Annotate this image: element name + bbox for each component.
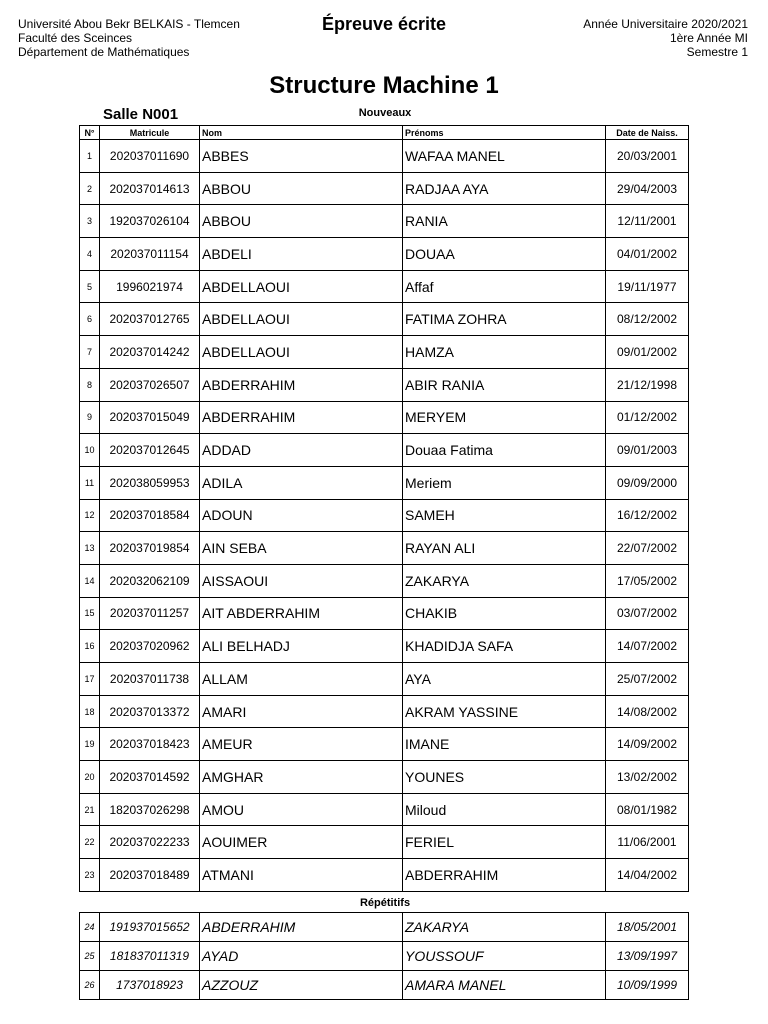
table-row — [80, 728, 689, 761]
table-row — [80, 401, 689, 434]
matricule-cell: 202037018423 — [100, 728, 200, 761]
table-row — [80, 434, 689, 467]
prenom-cell: SAMEH — [403, 499, 606, 532]
nom-cell: ABDELLAOUI — [200, 336, 403, 369]
birthdate-cell: 19/11/1977 — [606, 270, 689, 303]
birthdate-cell: 11/06/2001 — [606, 826, 689, 859]
matricule-cell: 202038059953 — [100, 466, 200, 499]
matricule-cell: 202037015049 — [100, 401, 200, 434]
nom-cell: ABDELI — [200, 238, 403, 271]
prenom-cell: Meriem — [403, 466, 606, 499]
birthdate-cell: 22/07/2002 — [606, 532, 689, 565]
matricule-cell: 202037011154 — [100, 238, 200, 271]
nom-cell: AMOU — [200, 793, 403, 826]
matricule-cell: 202037022233 — [100, 826, 200, 859]
matricule-cell: 202037018489 — [100, 859, 200, 892]
birthdate-cell: 13/02/2002 — [606, 761, 689, 794]
row-number: 14 — [80, 564, 100, 597]
matricule-cell: 202037020962 — [100, 630, 200, 663]
prenom-cell: AMARA MANEL — [403, 971, 606, 1000]
matricule-cell: 192037026104 — [100, 205, 200, 238]
matricule-cell: 202037011738 — [100, 663, 200, 696]
prenom-cell: DOUAA — [403, 238, 606, 271]
prenom-cell: HAMZA — [403, 336, 606, 369]
table-row — [80, 663, 689, 696]
prenom-cell: AKRAM YASSINE — [403, 695, 606, 728]
nom-cell: ABBES — [200, 140, 403, 173]
table-row — [80, 368, 689, 401]
section-label-new: Nouveaux — [358, 107, 412, 119]
university-name: Université Abou Bekr BELKAIS - Tlemcen — [18, 17, 240, 31]
nom-cell: ADOUN — [200, 499, 403, 532]
birthdate-cell: 01/12/2002 — [606, 401, 689, 434]
row-number: 1 — [80, 140, 100, 173]
row-number: 19 — [80, 728, 100, 761]
birthdate-cell: 08/01/1982 — [606, 793, 689, 826]
matricule-cell: 1737018923 — [100, 971, 200, 1000]
department-name: Département de Mathématiques — [18, 45, 190, 59]
nom-cell: ABDERRAHIM — [200, 913, 403, 942]
course-title: Structure Machine 1 — [269, 72, 499, 99]
birthdate-cell: 20/03/2001 — [606, 140, 689, 173]
row-number: 8 — [80, 368, 100, 401]
row-number: 13 — [80, 532, 100, 565]
col-header-date: Date de Naiss. — [606, 126, 689, 140]
row-number: 12 — [80, 499, 100, 532]
session-block — [583, 17, 748, 59]
table-row — [80, 761, 689, 794]
birthdate-cell: 25/07/2002 — [606, 663, 689, 696]
col-header-num: N° — [80, 126, 100, 140]
faculty-name: Faculté des Sceinces — [18, 31, 133, 45]
col-header-prenoms: Prénoms — [403, 126, 606, 140]
birthdate-cell: 17/05/2002 — [606, 564, 689, 597]
matricule-cell: 182037026298 — [100, 793, 200, 826]
nom-cell: AYAD — [200, 942, 403, 971]
table-row — [80, 695, 689, 728]
study-level: 1ère Année MI — [669, 31, 748, 45]
prenom-cell: MERYEM — [403, 401, 606, 434]
row-number: 4 — [80, 238, 100, 271]
prenom-cell: Affaf — [403, 270, 606, 303]
matricule-cell: 202037018584 — [100, 499, 200, 532]
nom-cell: ALI BELHADJ — [200, 630, 403, 663]
prenom-cell: Miloud — [403, 793, 606, 826]
nom-cell: ABDERRAHIM — [200, 368, 403, 401]
prenom-cell: FERIEL — [403, 826, 606, 859]
nom-cell: AMEUR — [200, 728, 403, 761]
row-number: 25 — [80, 942, 100, 971]
matricule-cell: 191937015652 — [100, 913, 200, 942]
nom-cell: ABDERRAHIM — [200, 401, 403, 434]
prenom-cell: WAFAA MANEL — [403, 140, 606, 173]
matricule-cell: 202037014592 — [100, 761, 200, 794]
matricule-cell: 202037013372 — [100, 695, 200, 728]
prenom-cell: RANIA — [403, 205, 606, 238]
prenom-cell: ABIR RANIA — [403, 368, 606, 401]
prenom-cell: KHADIDJA SAFA — [403, 630, 606, 663]
birthdate-cell: 14/04/2002 — [606, 859, 689, 892]
table-row — [80, 971, 689, 1000]
table-row — [80, 140, 689, 173]
col-header-nom: Nom — [200, 126, 403, 140]
table-row — [80, 532, 689, 565]
table-row — [80, 859, 689, 892]
table-row — [80, 913, 689, 942]
row-number: 15 — [80, 597, 100, 630]
nom-cell: AOUIMER — [200, 826, 403, 859]
table-row — [80, 303, 689, 336]
table-row — [80, 172, 689, 205]
nom-cell: AMARI — [200, 695, 403, 728]
row-number: 24 — [80, 913, 100, 942]
table-row — [80, 630, 689, 663]
birthdate-cell: 08/12/2002 — [606, 303, 689, 336]
row-number: 21 — [80, 793, 100, 826]
nom-cell: AISSAOUI — [200, 564, 403, 597]
prenom-cell: AYA — [403, 663, 606, 696]
prenom-cell: ZAKARYA — [403, 913, 606, 942]
matricule-cell: 202037026507 — [100, 368, 200, 401]
nom-cell: ADILA — [200, 466, 403, 499]
birthdate-cell: 12/11/2001 — [606, 205, 689, 238]
row-number: 7 — [80, 336, 100, 369]
birthdate-cell: 10/09/1999 — [606, 971, 689, 1000]
row-number: 18 — [80, 695, 100, 728]
table-row — [80, 336, 689, 369]
matricule-cell: 202037014242 — [100, 336, 200, 369]
new-students-table — [79, 125, 689, 892]
prenom-cell: ZAKARYA — [403, 564, 606, 597]
row-number: 20 — [80, 761, 100, 794]
col-header-matricule: Matricule — [100, 126, 200, 140]
row-number: 22 — [80, 826, 100, 859]
room-label: Salle N001 — [103, 106, 179, 123]
nom-cell: AMGHAR — [200, 761, 403, 794]
table-row — [80, 793, 689, 826]
section-label-repeat: Répétitifs — [359, 897, 411, 909]
semester: Semestre 1 — [686, 45, 748, 59]
row-number: 16 — [80, 630, 100, 663]
birthdate-cell: 04/01/2002 — [606, 238, 689, 271]
table-row — [80, 564, 689, 597]
birthdate-cell: 18/05/2001 — [606, 913, 689, 942]
birthdate-cell: 09/09/2000 — [606, 466, 689, 499]
birthdate-cell: 14/07/2002 — [606, 630, 689, 663]
prenom-cell: YOUNES — [403, 761, 606, 794]
table-row — [80, 942, 689, 971]
table-row — [80, 205, 689, 238]
prenom-cell: RADJAA AYA — [403, 172, 606, 205]
nom-cell: ATMANI — [200, 859, 403, 892]
birthdate-cell: 16/12/2002 — [606, 499, 689, 532]
table-row — [80, 270, 689, 303]
row-number: 5 — [80, 270, 100, 303]
academic-year: Année Universitaire 2020/2021 — [583, 17, 748, 31]
matricule-cell: 181837011319 — [100, 942, 200, 971]
row-number: 2 — [80, 172, 100, 205]
nom-cell: AIN SEBA — [200, 532, 403, 565]
table-header-row — [80, 126, 689, 140]
nom-cell: ABDELLAOUI — [200, 303, 403, 336]
birthdate-cell: 09/01/2002 — [606, 336, 689, 369]
birthdate-cell: 13/09/1997 — [606, 942, 689, 971]
matricule-cell: 202037014613 — [100, 172, 200, 205]
table-row — [80, 238, 689, 271]
table-row — [80, 826, 689, 859]
row-number: 6 — [80, 303, 100, 336]
row-number: 9 — [80, 401, 100, 434]
row-number: 17 — [80, 663, 100, 696]
row-number: 10 — [80, 434, 100, 467]
nom-cell: ALLAM — [200, 663, 403, 696]
matricule-cell: 202037012645 — [100, 434, 200, 467]
prenom-cell: IMANE — [403, 728, 606, 761]
prenom-cell: FATIMA ZOHRA — [403, 303, 606, 336]
prenom-cell: CHAKIB — [403, 597, 606, 630]
nom-cell: AZZOUZ — [200, 971, 403, 1000]
prenom-cell: ABDERRAHIM — [403, 859, 606, 892]
repeat-students-table — [79, 912, 689, 1000]
table-row — [80, 466, 689, 499]
table-row — [80, 499, 689, 532]
nom-cell: ABBOU — [200, 172, 403, 205]
row-number: 3 — [80, 205, 100, 238]
matricule-cell: 202037011257 — [100, 597, 200, 630]
matricule-cell: 1996021974 — [100, 270, 200, 303]
birthdate-cell: 14/09/2002 — [606, 728, 689, 761]
matricule-cell: 202037012765 — [100, 303, 200, 336]
prenom-cell: RAYAN ALI — [403, 532, 606, 565]
nom-cell: AIT ABDERRAHIM — [200, 597, 403, 630]
prenom-cell: YOUSSOUF — [403, 942, 606, 971]
nom-cell: ADDAD — [200, 434, 403, 467]
exam-type: Épreuve écrite — [321, 14, 447, 34]
table-row — [80, 597, 689, 630]
nom-cell: ABBOU — [200, 205, 403, 238]
nom-cell: ABDELLAOUI — [200, 270, 403, 303]
birthdate-cell: 03/07/2002 — [606, 597, 689, 630]
birthdate-cell: 09/01/2003 — [606, 434, 689, 467]
matricule-cell: 202037011690 — [100, 140, 200, 173]
birthdate-cell: 29/04/2003 — [606, 172, 689, 205]
row-number: 11 — [80, 466, 100, 499]
birthdate-cell: 14/08/2002 — [606, 695, 689, 728]
matricule-cell: 202032062109 — [100, 564, 200, 597]
prenom-cell: Douaa Fatima — [403, 434, 606, 467]
row-number: 23 — [80, 859, 100, 892]
matricule-cell: 202037019854 — [100, 532, 200, 565]
birthdate-cell: 21/12/1998 — [606, 368, 689, 401]
row-number: 26 — [80, 971, 100, 1000]
